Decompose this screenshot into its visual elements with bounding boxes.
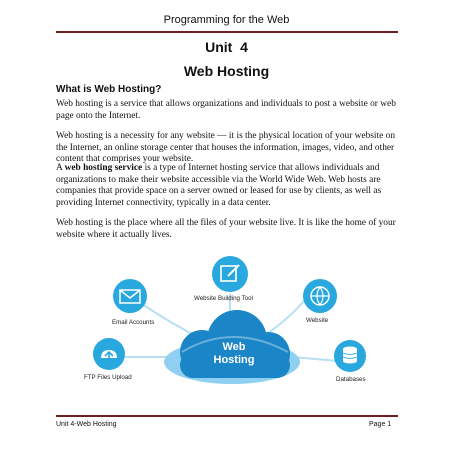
running-header: Programming for the Web — [163, 14, 290, 26]
email-icon — [113, 279, 147, 313]
paragraph-service-term: web hosting service — [64, 163, 143, 173]
footer-rule — [56, 415, 398, 417]
page-title: Web Hosting — [183, 63, 270, 79]
cloud-label-line1: Web — [222, 341, 246, 353]
edit-icon — [212, 256, 248, 292]
paragraph-definition: Web hosting is a service that allows organizations and individuals to post a website or web page onto the Internet. — [56, 99, 396, 121]
paragraph-necessity: Web hosting is a necessity for any website — it is the physical location of your website on the Internet, an online storage center that houses the information, images, video, and other content that comprises your website. — [56, 131, 396, 165]
label-ftp-files-upload: FTP Files Upload — [84, 374, 132, 381]
web-hosting-diagram — [82, 252, 382, 392]
label-email-accounts: Email Accounts — [112, 319, 155, 326]
database-icon — [334, 340, 366, 372]
cloud-label-line2: Hosting — [213, 354, 255, 366]
unit-heading: Unit 4 — [205, 39, 248, 55]
paragraph-service-intro: A — [56, 163, 65, 173]
label-website-building-tool: Website Building Tool — [194, 295, 253, 302]
paragraph-service — [56, 163, 401, 209]
upload-icon — [93, 338, 125, 370]
cloud-label — [200, 341, 268, 367]
paragraph-service-body: is a type of Internet hosting service that allows individuals and organizations to make their website accessible via the World Wide Web. Web hosts are companies that provide space on a server owned or leased for use by clients, as well as providing Internet connectivity, typically in a data center. — [56, 163, 382, 208]
header-rule — [56, 31, 398, 33]
footer-left: Unit 4-Web Hosting — [56, 421, 117, 428]
page-number: Page 1 — [369, 421, 392, 428]
paragraph-home: Web hosting is the place where all the files of your website live. It is like the home of your website where it actually lives. — [56, 218, 396, 240]
label-databases: Databases — [336, 376, 366, 383]
label-website: Website — [306, 317, 329, 324]
globe-icon — [303, 279, 337, 313]
section-heading: What is Web Hosting? — [56, 84, 162, 95]
